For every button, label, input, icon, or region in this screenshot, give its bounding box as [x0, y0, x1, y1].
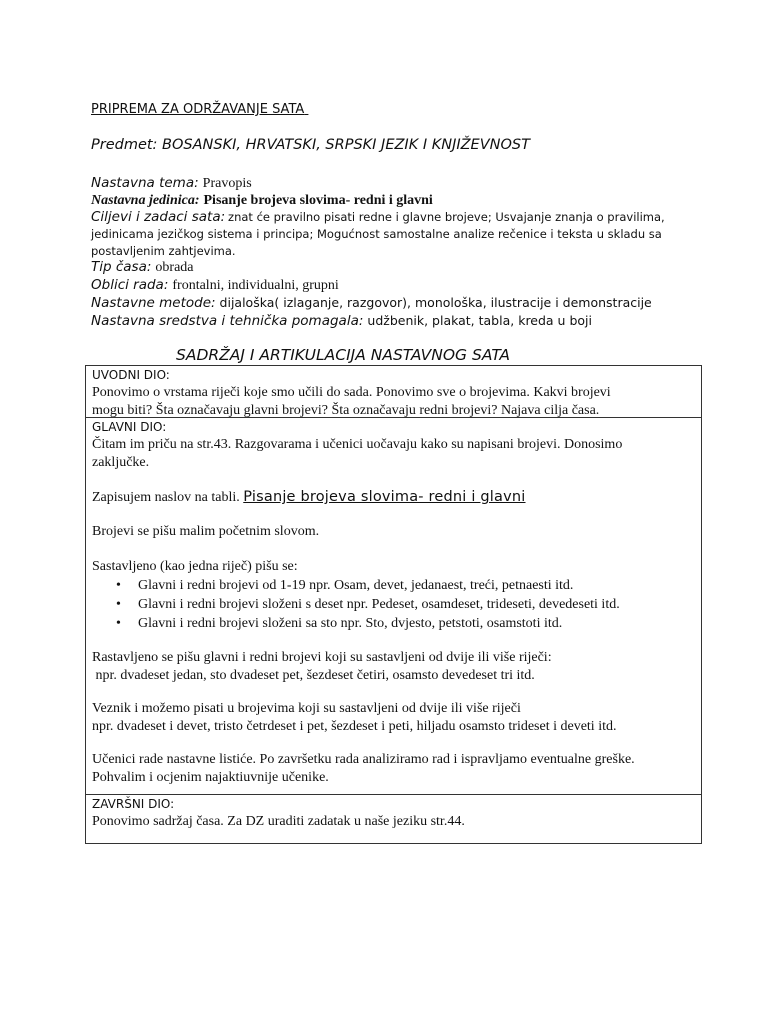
- main-p1-line-2: zaključke.: [92, 455, 150, 470]
- methods-label: Nastavne metode:: [91, 295, 216, 311]
- main-p2: [92, 488, 695, 507]
- aids-label: Nastavna sredstva i tehnička pomagala:: [91, 313, 364, 329]
- main-label: GLAVNI DIO:: [92, 420, 167, 434]
- main-p3: Brojevi se pišu malim početnim slovom.: [92, 524, 320, 539]
- intro-line-2: mogu biti? Šta označavaju glavni brojevi? Šta označavaju redni brojevi? Najava cilja časa.: [92, 403, 600, 418]
- methods-value: dijaloška( izlaganje, razgovor), monološka, ilustracije i demonstracije: [219, 295, 652, 310]
- main-p6-line-2: npr. dvadeset i devet, tristo četrdeset i pet, šezdeset i peti, hiljadu osamsto trideset i deveti itd.: [92, 719, 617, 734]
- aids-value: udžbenik, plakat, tabla, kreda u boji: [367, 313, 592, 328]
- main-row: [86, 417, 701, 794]
- section-heading: SADRŽAJ I ARTIKULACIJA NASTAVNOG SATA: [176, 346, 510, 364]
- list-item: [116, 614, 695, 633]
- methods-row: [91, 295, 652, 311]
- bullet-list: [92, 576, 695, 633]
- main-p6-line-1: Veznik i možemo pisati u brojevima koji su sastavljeni od dvije ili više riječi: [92, 701, 521, 716]
- board-title: Pisanje brojeva slovima- redni i glavni: [243, 489, 526, 505]
- list-item-text: Glavni i redni brojevi složeni sa sto npr. Sto, dvjesto, petstoti, osamstoti itd.: [138, 616, 563, 631]
- type-value: obrada: [155, 260, 194, 275]
- topic-value: Pravopis: [202, 176, 252, 191]
- main-p2-text: Zapisujem naslov na tabli.: [92, 490, 240, 505]
- type-label: Tip časa:: [91, 259, 152, 275]
- unit-row: [91, 192, 433, 208]
- goals-value: znat će pravilno pisati redne i glavne brojeve; Usvajanje znanja o pravilima, jedinicama jezičkog sistema i principa; Mogućnost samostalne analize rečenice i teksta u skladu sa postavljenim zahtjevima.: [91, 210, 665, 258]
- goals-label: Ciljevi i zadaci sata:: [91, 209, 226, 225]
- topic-row: [91, 175, 252, 191]
- unit-label: Nastavna jedinica:: [91, 193, 200, 208]
- type-row: [91, 259, 194, 275]
- list-item: [116, 595, 695, 614]
- unit-value: Pisanje brojeva slovima- redni i glavni: [203, 193, 433, 208]
- forms-row: [91, 277, 339, 293]
- final-line-1: Ponovimo sadržaj časa. Za DZ uraditi zadatak u naše jeziku str.44.: [92, 814, 465, 829]
- main-p7-line-2: Pohvalim i ocjenim najaktiuvnije učenike.: [92, 770, 329, 785]
- main-p5-line-2: npr. dvadeset jedan, sto dvadeset pet, šezdeset četiri, osamsto devedeset tri itd.: [92, 668, 535, 683]
- intro-row: [86, 366, 701, 417]
- aids-row: [91, 313, 592, 329]
- goals-row: [91, 209, 681, 260]
- list-item-text: Glavni i redni brojevi složeni s deset npr. Pedeset, osamdeset, trideseti, devedeseti itd.: [138, 597, 620, 612]
- bullet-icon: •: [116, 616, 121, 631]
- main-p1-line-1: Čitam im priču na str.43. Razgovarama i učenici uočavaju kako su napisani brojevi. Donosimo: [92, 437, 623, 452]
- list-item: [116, 576, 695, 595]
- forms-label: Oblici rada:: [91, 277, 169, 293]
- final-label: ZAVRŠNI DIO:: [92, 797, 175, 811]
- final-row: [86, 794, 701, 843]
- main-p5-line-1: Rastavljeno se pišu glavni i redni brojevi koji su sastavljeni od dvije ili više riječi:: [92, 650, 552, 665]
- subject-line: Predmet: BOSANSKI, HRVATSKI, SRPSKI JEZIK I KNJIŽEVNOST: [91, 137, 530, 153]
- topic-label: Nastavna tema:: [91, 175, 199, 191]
- main-p4: Sastavljeno (kao jedna riječ) pišu se:: [92, 559, 298, 574]
- bullet-icon: •: [116, 578, 121, 593]
- forms-value: frontalni, individualni, grupni: [172, 278, 339, 293]
- lesson-table: [85, 365, 702, 844]
- document-title: [91, 102, 404, 117]
- bullet-icon: •: [116, 597, 121, 612]
- intro-line-1: Ponovimo o vrstama riječi koje smo učili do sada. Ponovimo sve o brojevima. Kakvi brojevi: [92, 385, 611, 400]
- document-title-text: PRIPREMA ZA ODRŽAVANJE SATA: [91, 102, 305, 117]
- main-p7-line-1: Učenici rade nastavne listiće. Po završetku rada analiziramo rad i ispravljamo eventualne greške.: [92, 752, 635, 767]
- list-item-text: Glavni i redni brojevi od 1-19 npr. Osam, devet, jedanaest, treći, petnaesti itd.: [138, 578, 574, 593]
- intro-label: UVODNI DIO:: [92, 368, 170, 382]
